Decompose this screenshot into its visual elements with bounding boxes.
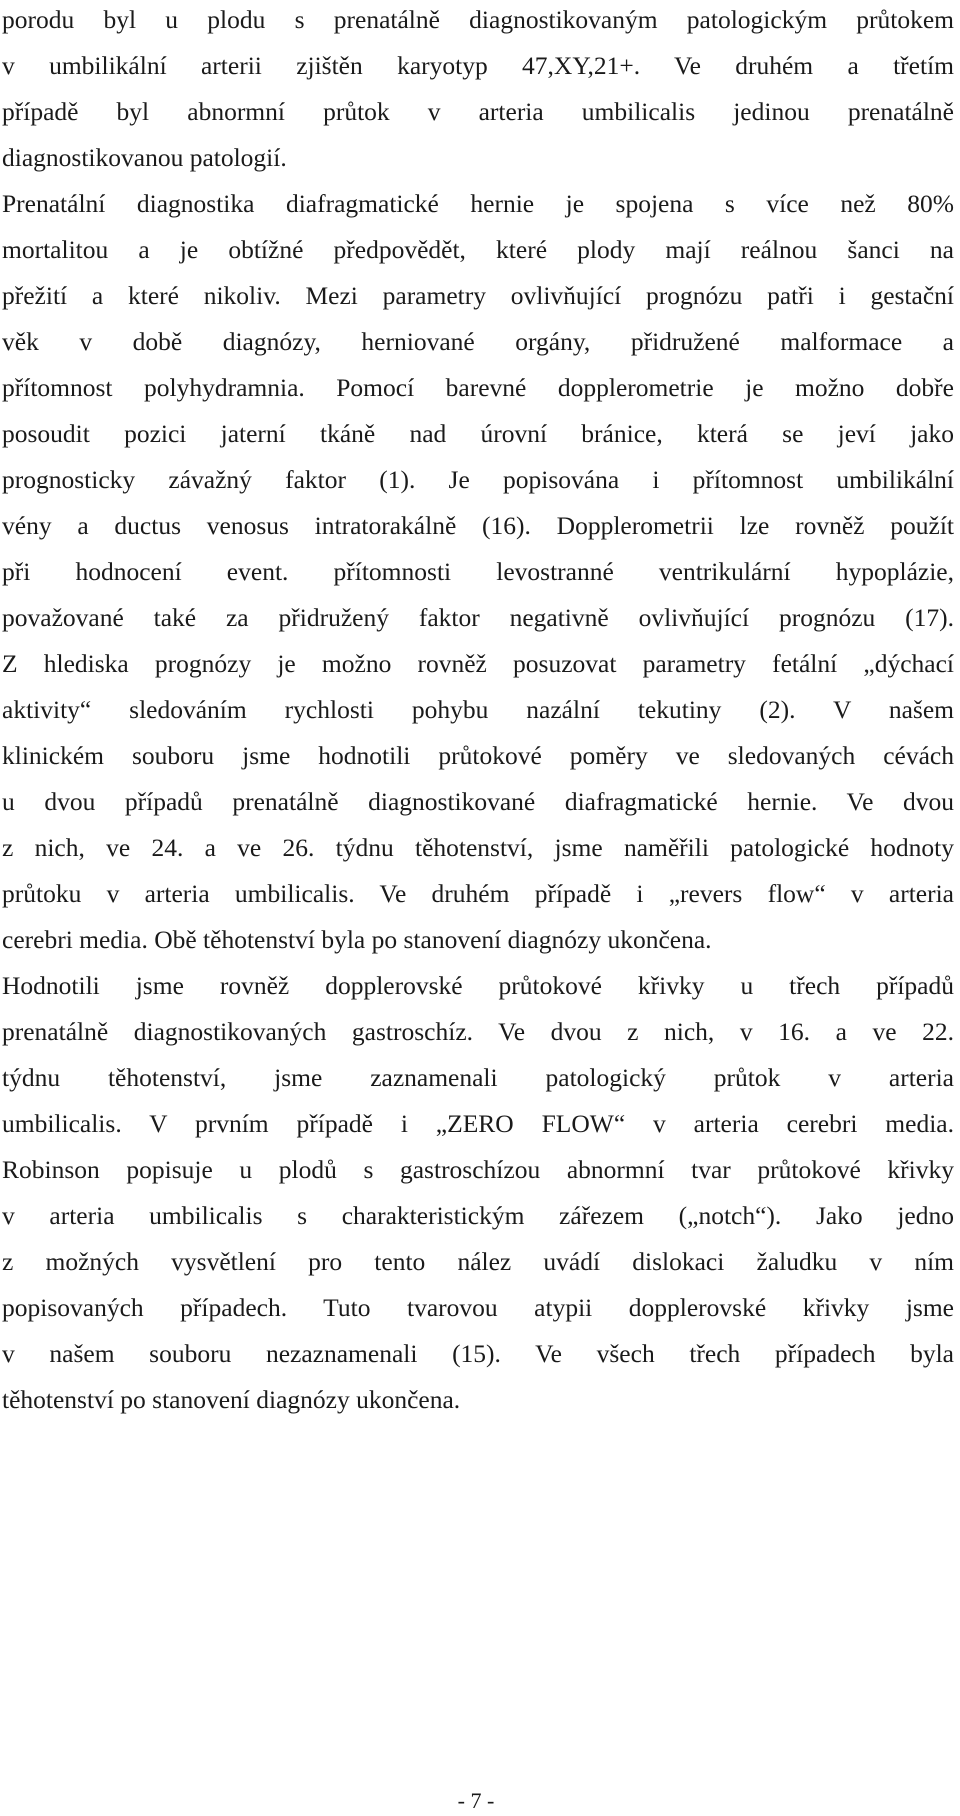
text-line: mortalitou a je obtížné předpovědět, které plody mají reálnou šanci na: [2, 235, 954, 264]
text-line: Prenatální diagnostika diafragmatické hernie je spojena s více než 80%: [2, 189, 954, 218]
text-line: aktivity“ sledováním rychlosti pohybu nazální tekutiny (2). V našem: [2, 695, 954, 724]
text-line: vény a ductus venosus intratorakálně (16). Dopplerometrii lze rovněž použít: [2, 511, 954, 540]
text-line: při hodnocení event. přítomnosti levostranné ventrikulární hypoplázie,: [2, 557, 954, 586]
text-line: případě byl abnormní průtok v arteria umbilicalis jedinou prenatálně: [2, 97, 954, 126]
text-line: věk v době diagnózy, herniované orgány, přidružené malformace a: [2, 327, 954, 356]
text-line: z možných vysvětlení pro tento nález uvádí dislokaci žaludku v ním: [2, 1247, 954, 1276]
text-line: přítomnost polyhydramnia. Pomocí barevné dopplerometrie je možno dobře: [2, 373, 954, 402]
page-number-label: - 7 -: [457, 1788, 495, 1813]
text-line: považované také za přidružený faktor negativně ovlivňující prognózu (17).: [2, 603, 954, 632]
text-line: v našem souboru nezaznamenali (15). Ve všech třech případech byla: [2, 1339, 954, 1368]
text-line: těhotenství po stanovení diagnózy ukončena.: [2, 1385, 461, 1414]
text-line: Z hlediska prognózy je možno rovněž posuzovat parametry fetální „dýchací: [2, 649, 954, 678]
text-line: porodu byl u plodu s prenatálně diagnostikovaným patologickým průtokem: [2, 5, 954, 34]
text-line: cerebri media. Obě těhotenství byla po stanovení diagnózy ukončena.: [2, 925, 712, 954]
page-number: [0, 1786, 960, 1816]
text-line: v arteria umbilicalis s charakteristickým zářezem („notch“). Jako jedno: [2, 1201, 954, 1230]
text-line: přežití a které nikoliv. Mezi parametry ovlivňující prognózu patři i gestační: [2, 281, 954, 310]
text-line: prognosticky závažný faktor (1). Je popisována i přítomnost umbilikální: [2, 465, 954, 494]
text-line: u dvou případů prenatálně diagnostikované diafragmatické hernie. Ve dvou: [2, 787, 954, 816]
text-line: průtoku v arteria umbilicalis. Ve druhém případě i „revers flow“ v arteria: [2, 879, 954, 908]
text-line: z nich, ve 24. a ve 26. týdnu těhotenství, jsme naměřili patologické hodnoty: [2, 833, 954, 862]
text-line: v umbilikální arterii zjištěn karyotyp 47,XY,21+. Ve druhém a třetím: [2, 51, 954, 80]
text-line: týdnu těhotenství, jsme zaznamenali patologický průtok v arteria: [2, 1063, 954, 1092]
text-line: posoudit pozici jaterní tkáně nad úrovní bránice, která se jeví jako: [2, 419, 954, 448]
text-line: popisovaných případech. Tuto tvarovou atypii dopplerovské křivky jsme: [2, 1293, 954, 1322]
text-line: prenatálně diagnostikovaných gastroschíz. Ve dvou z nich, v 16. a ve 22.: [2, 1017, 954, 1046]
text-line: diagnostikovanou patologií.: [2, 143, 287, 172]
text-line: umbilicalis. V prvním případě i „ZERO FLOW“ v arteria cerebri media.: [2, 1109, 954, 1138]
text-line: Hodnotili jsme rovněž dopplerovské průtokové křivky u třech případů: [2, 971, 954, 1000]
text-line: Robinson popisuje u plodů s gastroschízou abnormní tvar průtokové křivky: [2, 1155, 954, 1184]
text-line: klinickém souboru jsme hodnotili průtokové poměry ve sledovaných cévách: [2, 741, 954, 770]
